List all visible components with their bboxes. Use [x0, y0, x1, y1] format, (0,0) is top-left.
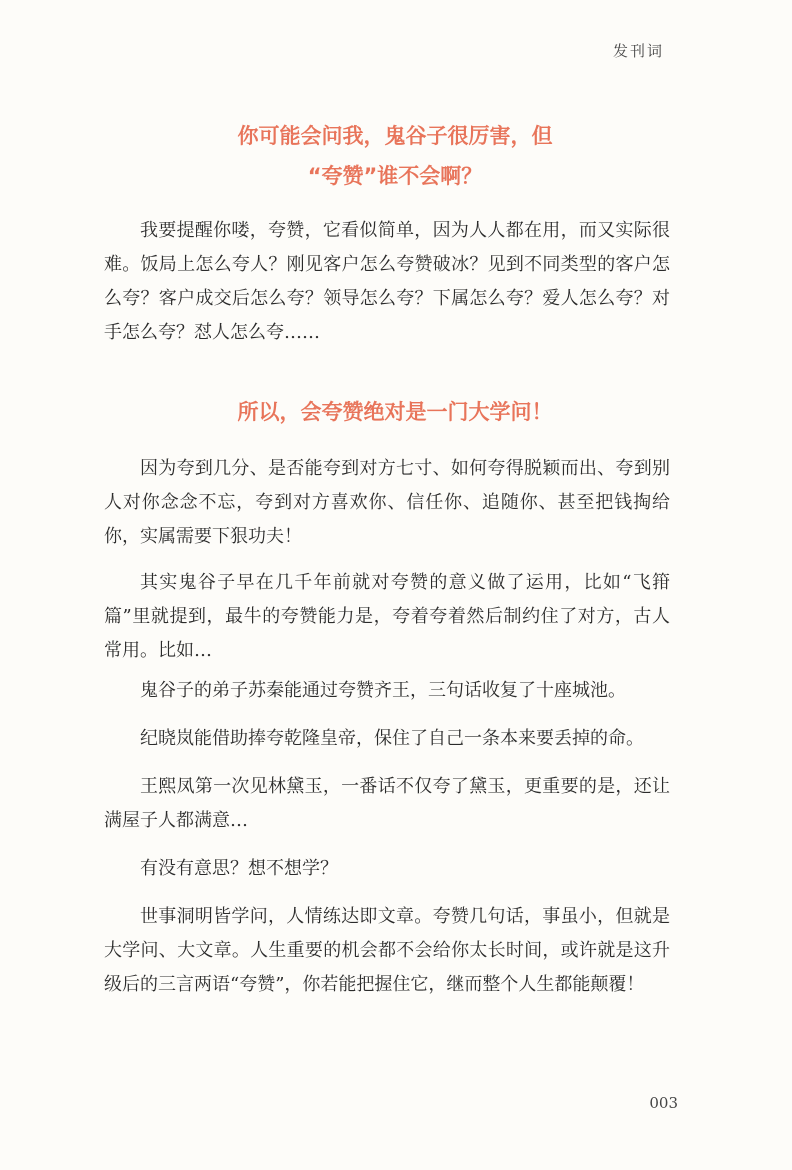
section-heading-1-line-2: “夸赞”谁不会啊？ [307, 164, 483, 188]
section-heading-1-line-1: 你可能会问我，鬼谷子很厉害，但 [237, 124, 553, 148]
paragraph-1: 我要提醒你喽，夸赞，它看似简单，因为人人都在用，而又实际很难。饭局上怎么夸人？刚见客户怎么夸赞破冰？见到不同类型的客户怎么夸？客户成交后怎么夸？领导怎么夸？下属怎么夸？爱人怎么夸？对手怎么夸？怼人怎么夸…… [104, 220, 670, 343]
section-heading-1 [100, 116, 690, 196]
paragraph-6: 王熙凤第一次见林黛玉，一番话不仅夸了黛玉，更重要的是，还让满屋子人都满意… [104, 776, 670, 831]
page-number: 003 [649, 1094, 678, 1112]
section-heading-2: 所以，会夸赞绝对是一门大学问！ [237, 400, 553, 424]
paragraph-2: 因为夸到几分、是否能夸到对方七寸、如何夸得脱颖而出、夸到别人对你念念不忘，夸到对方喜欢你、信任你、追随你、甚至把钱掏给你，实属需要下狠功夫！ [104, 458, 670, 547]
running-head: 发刊词 [612, 42, 664, 60]
paragraph-4: 鬼谷子的弟子苏秦能通过夸赞齐王，三句话收复了十座城池。 [140, 680, 626, 701]
paragraph-3: 其实鬼谷子早在几千年前就对夸赞的意义做了运用，比如“飞箝篇”里就提到，最牛的夸赞能力是，夸着夸着然后制约住了对方，古人常用。比如… [104, 572, 670, 661]
paragraph-8: 世事洞明皆学问，人情练达即文章。夸赞几句话，事虽小，但就是大学问、大文章。人生重要的机会都不会给你太长时间，或许就是这升级后的三言两语“夸赞”，你若能把握住它，继而整个人生都能颠覆！ [104, 906, 670, 995]
paragraph-7: 有没有意思？想不想学？ [140, 858, 338, 879]
paragraph-5: 纪晓岚能借助捧夸乾隆皇帝，保住了自己一条本来要丢掉的命。 [140, 728, 644, 749]
